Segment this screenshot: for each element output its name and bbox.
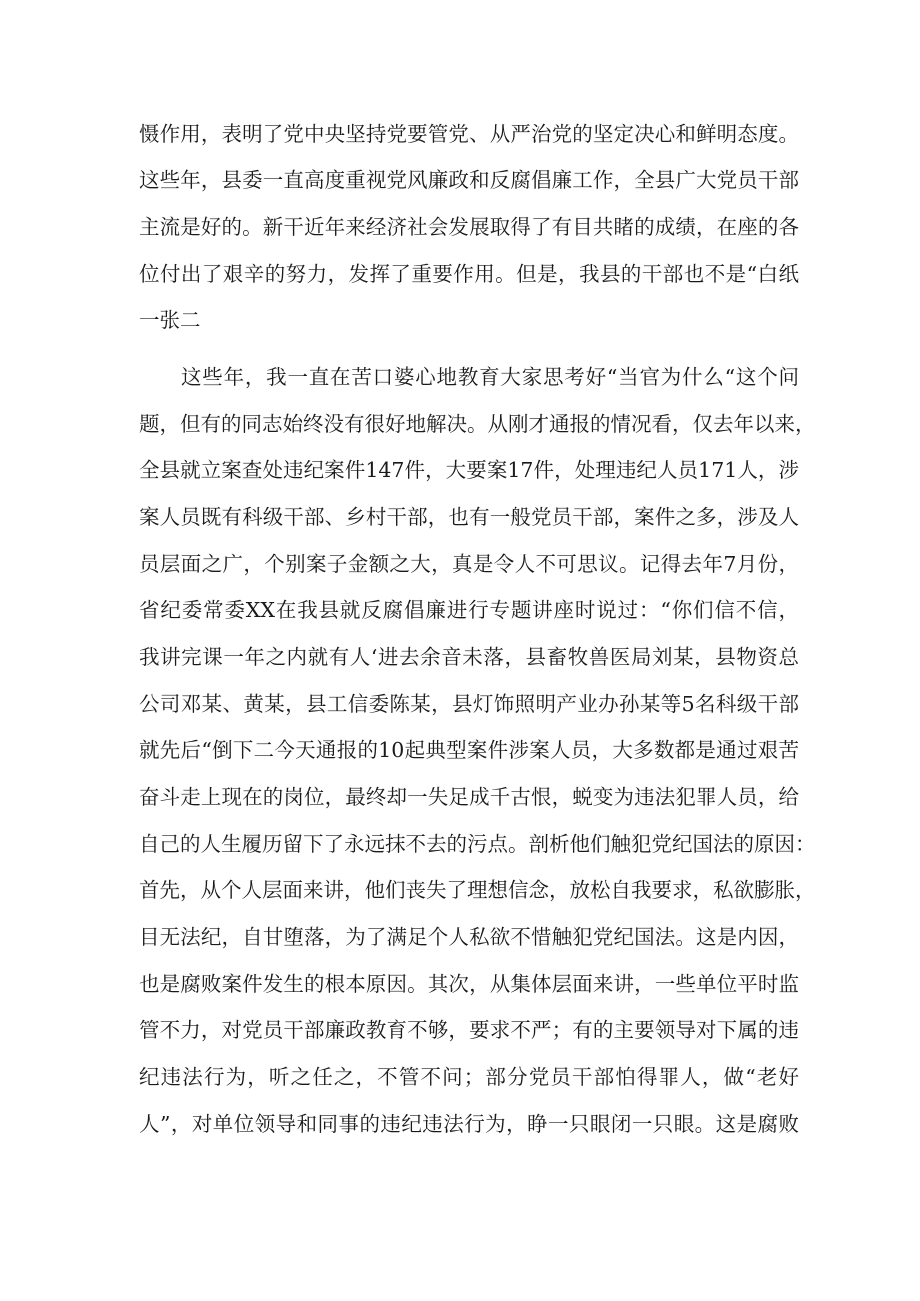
text-line: 就先后“倒下二今天通报的10起典型案件涉案人员，大多数都是通过艰苦	[139, 738, 799, 762]
text-line: 管不力，对党员干部廉政教育不够，要求不严；有的主要领导对下属的违	[139, 1018, 799, 1042]
text-line: 题，但有的同志始终没有很好地解决。从刚才通报的情况看，仅去年以来，	[139, 412, 816, 436]
text-line: 首先，从个人层面来讲，他们丧失了理想信念，放松自我要求，私欲膨胀，	[139, 878, 816, 902]
text-line: 公司邓某、黄某，县工信委陈某，县灯饰照明产业办孙某等5名科级干部	[139, 692, 799, 716]
text-line: 自己的人生履历留下了永远抹不去的污点。剖析他们触犯党纪国法的原因：	[139, 832, 816, 856]
text-line: 人”，对单位领导和同事的违纪违法行为，睁一只眼闭一只眼。这是腐败	[139, 1112, 799, 1136]
text-line: 奋斗走上现在的岗位，最终却一失足成千古恨，蜕变为违法犯罪人员，给	[139, 785, 799, 809]
text-line: 也是腐败案件发生的根本原因。其次，从集体层面来讲，一些单位平时监	[139, 972, 799, 996]
text-line: 案人员既有科级干部、乡村干部，也有一般党员干部，案件之多，涉及人	[139, 505, 799, 529]
text-line: 主流是好的。新干近年来经济社会发展取得了有目共睹的成绩，在座的各	[139, 215, 799, 239]
text-line: 一张二	[139, 308, 201, 332]
text-line: 慑作用，表明了党中央坚持党要管党、从严治党的坚定决心和鲜明态度。	[139, 122, 799, 146]
text-line: 全县就立案查处违纪案件147件，大要案17件，处理违纪人员171人，涉	[139, 458, 799, 482]
text-line: 纪违法行为，听之任之，不管不问；部分党员干部怕得罪人，做“老好	[139, 1065, 799, 1089]
text-line: 这些年，我一直在苦口婆心地教育大家思考好“当官为什么“这个问	[181, 365, 799, 389]
text-line: 目无法纪，自甘堕落，为了满足个人私欲不惜触犯党纪国法。这是内因，	[139, 925, 799, 949]
text-line: 省纪委常委XX在我县就反腐倡廉进行专题讲座时说过：“你们信不信，	[139, 598, 799, 622]
text-line: 位付出了艰辛的努力，发挥了重要作用。但是，我县的干部也不是“白纸	[139, 262, 799, 286]
text-line: 这些年，县委一直高度重视党风廉政和反腐倡廉工作，全县广大党员干部	[139, 168, 799, 192]
text-line: 员层面之广，个别案子金额之大，真是令人不可思议。记得去年7月份，	[139, 552, 799, 576]
text-line: 我讲完课一年之内就有人‘进去余音未落，县畜牧兽医局刘某，县物资总	[139, 645, 799, 669]
